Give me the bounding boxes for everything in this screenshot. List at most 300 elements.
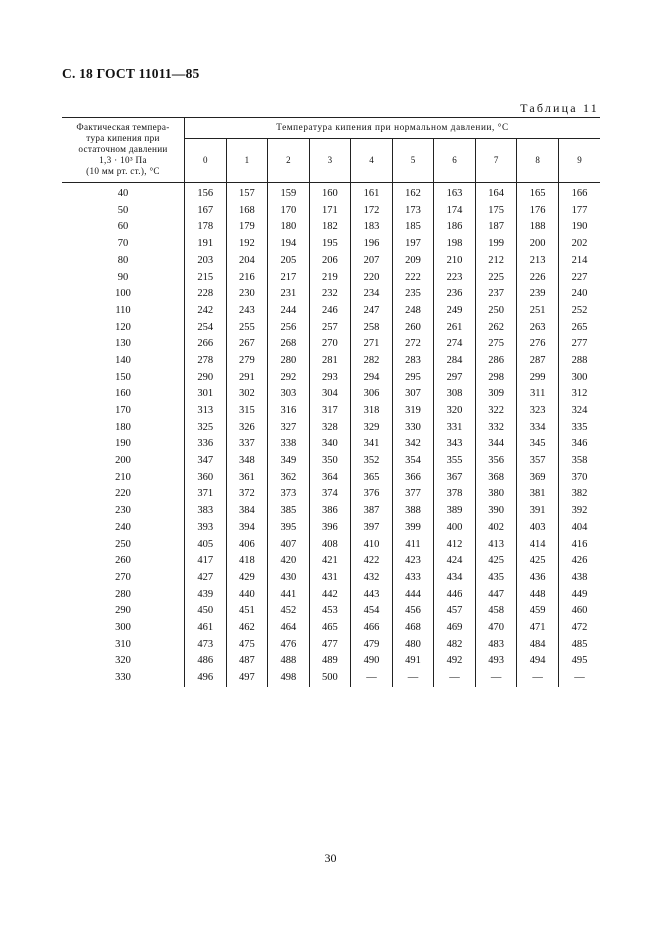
table-cell: 407 xyxy=(268,536,310,553)
table-cell: — xyxy=(434,670,476,687)
table-cell: 227 xyxy=(558,269,600,286)
table-cell: 386 xyxy=(309,503,351,520)
table-cell: 469 xyxy=(434,620,476,637)
table-cell: 403 xyxy=(517,520,559,537)
table-cell: 315 xyxy=(226,403,268,420)
table-cell: 309 xyxy=(475,386,517,403)
table-row xyxy=(62,486,600,503)
table-cell: 389 xyxy=(434,503,476,520)
table-cell: 294 xyxy=(351,370,393,387)
table-cell: — xyxy=(475,670,517,687)
table-cell: 185 xyxy=(392,219,434,236)
table-cell: 365 xyxy=(351,470,393,487)
table-row xyxy=(62,536,600,553)
table-cell: 171 xyxy=(309,203,351,220)
table-cell: 483 xyxy=(475,637,517,654)
table-cell: 175 xyxy=(475,203,517,220)
table-cell: 462 xyxy=(226,620,268,637)
row-temperature: 220 xyxy=(62,486,185,503)
table-cell: 306 xyxy=(351,386,393,403)
table-cell: 348 xyxy=(226,453,268,470)
table-cell: 317 xyxy=(309,403,351,420)
table-cell: 220 xyxy=(351,269,393,286)
row-temperature: 260 xyxy=(62,553,185,570)
table-cell: 307 xyxy=(392,386,434,403)
table-cell: 172 xyxy=(351,203,393,220)
table-cell: 431 xyxy=(309,570,351,587)
table-cell: 197 xyxy=(392,236,434,253)
table-cell: 279 xyxy=(226,353,268,370)
table-row xyxy=(62,620,600,637)
table-cell: 369 xyxy=(517,470,559,487)
table-cell: 179 xyxy=(226,219,268,236)
table-row xyxy=(62,219,600,236)
row-header-label xyxy=(62,118,185,183)
table-cell: 438 xyxy=(558,570,600,587)
table-cell: 263 xyxy=(517,320,559,337)
table-cell: 464 xyxy=(268,620,310,637)
table-row xyxy=(62,453,600,470)
row-header-line: 1,3 · 10³ Па xyxy=(99,154,147,165)
row-temperature: 280 xyxy=(62,587,185,604)
table-cell: 232 xyxy=(309,286,351,303)
table-cell: 243 xyxy=(226,303,268,320)
table-cell: 459 xyxy=(517,603,559,620)
table-cell: 240 xyxy=(558,286,600,303)
table-cell: 286 xyxy=(475,353,517,370)
table-cell: 414 xyxy=(517,536,559,553)
table-cell: 190 xyxy=(558,219,600,236)
table-cell: 214 xyxy=(558,253,600,270)
table-cell: 318 xyxy=(351,403,393,420)
table-cell: 465 xyxy=(309,620,351,637)
table-cell: 471 xyxy=(517,620,559,637)
table-cell: 425 xyxy=(475,553,517,570)
table-row xyxy=(62,603,600,620)
table-row xyxy=(62,386,600,403)
row-temperature: 200 xyxy=(62,453,185,470)
table-cell: 376 xyxy=(351,486,393,503)
table-cell: 156 xyxy=(185,183,227,203)
table-cell: 458 xyxy=(475,603,517,620)
table-cell: 183 xyxy=(351,219,393,236)
table-cell: 416 xyxy=(558,536,600,553)
table-cell: 168 xyxy=(226,203,268,220)
table-cell: 495 xyxy=(558,653,600,670)
table-cell: 349 xyxy=(268,453,310,470)
table-cell: 163 xyxy=(434,183,476,203)
table-cell: 174 xyxy=(434,203,476,220)
row-temperature: 60 xyxy=(62,219,185,236)
row-temperature: 70 xyxy=(62,236,185,253)
table-cell: 382 xyxy=(558,486,600,503)
table-cell: 408 xyxy=(309,536,351,553)
table-cell: 473 xyxy=(197,638,214,650)
table-cell: 384 xyxy=(226,503,268,520)
table-row xyxy=(62,503,600,520)
table-cell: 237 xyxy=(475,286,517,303)
row-temperature: 120 xyxy=(62,320,185,337)
table-cell: 433 xyxy=(392,570,434,587)
table-cell: 251 xyxy=(517,303,559,320)
table-cell: 397 xyxy=(351,520,393,537)
table-cell: 177 xyxy=(558,203,600,220)
table-cell: 166 xyxy=(558,183,600,203)
table-cell: 239 xyxy=(517,286,559,303)
table-cell: — xyxy=(517,670,559,687)
table-cell: 340 xyxy=(309,436,351,453)
table-cell: 303 xyxy=(268,386,310,403)
table-cell: 466 xyxy=(351,620,393,637)
table-cell: 316 xyxy=(268,403,310,420)
table-cell: 205 xyxy=(268,253,310,270)
table-cell: 356 xyxy=(475,453,517,470)
table-cell: 329 xyxy=(351,420,393,437)
table-cell: 266 xyxy=(197,338,214,350)
table-cell: 470 xyxy=(475,620,517,637)
table-cell: 497 xyxy=(226,670,268,687)
table-cell: 337 xyxy=(226,436,268,453)
table-cell: 446 xyxy=(434,587,476,604)
table-cell: 450 xyxy=(197,605,214,617)
table-cell: 425 xyxy=(517,553,559,570)
table-cell: 477 xyxy=(309,637,351,654)
table-row xyxy=(62,269,600,286)
table-row xyxy=(62,303,600,320)
table-cell: 444 xyxy=(392,587,434,604)
table-cell: 405 xyxy=(197,538,214,550)
table-cell: 443 xyxy=(351,587,393,604)
row-temperature: 110 xyxy=(62,303,185,320)
table-cell: 488 xyxy=(268,653,310,670)
table-cell: 313 xyxy=(197,405,214,417)
table-cell: 345 xyxy=(517,436,559,453)
table-cell: 331 xyxy=(434,420,476,437)
table-cell: 250 xyxy=(475,303,517,320)
table-cell: 178 xyxy=(197,221,214,233)
table-cell: 342 xyxy=(392,436,434,453)
row-temperature: 90 xyxy=(62,269,185,286)
table-cell: 350 xyxy=(309,453,351,470)
table-cell: 213 xyxy=(517,253,559,270)
table-row xyxy=(62,183,600,203)
column-header: 9 xyxy=(558,138,600,182)
table-cell: 418 xyxy=(226,553,268,570)
table-cell: 271 xyxy=(351,336,393,353)
table-cell: 387 xyxy=(351,503,393,520)
table-cell: 219 xyxy=(309,269,351,286)
row-temperature: 270 xyxy=(62,570,185,587)
table-cell: 165 xyxy=(517,183,559,203)
table-cell: 320 xyxy=(434,403,476,420)
table-cell: 391 xyxy=(517,503,559,520)
table-cell: 162 xyxy=(392,183,434,203)
table-cell: 406 xyxy=(226,536,268,553)
table-cell: 262 xyxy=(475,320,517,337)
table-cell: 223 xyxy=(434,269,476,286)
row-temperature: 300 xyxy=(62,620,185,637)
table-row xyxy=(62,420,600,437)
row-temperature: 160 xyxy=(62,386,185,403)
table-cell: 199 xyxy=(475,236,517,253)
table-row xyxy=(62,436,600,453)
table-cell: 258 xyxy=(351,320,393,337)
row-temperature: 240 xyxy=(62,520,185,537)
table-cell: 392 xyxy=(558,503,600,520)
table-cell: 260 xyxy=(392,320,434,337)
table-cell: 324 xyxy=(558,403,600,420)
column-header: 6 xyxy=(434,138,476,182)
row-temperature: 290 xyxy=(62,603,185,620)
table-cell: 374 xyxy=(309,486,351,503)
table-cell: 235 xyxy=(392,286,434,303)
table-cell: 441 xyxy=(268,587,310,604)
table-cell: 442 xyxy=(309,587,351,604)
table-cell: 198 xyxy=(434,236,476,253)
table-cell: 358 xyxy=(558,453,600,470)
table-cell: 352 xyxy=(351,453,393,470)
table-cell: 157 xyxy=(226,183,268,203)
table-cell: 343 xyxy=(434,436,476,453)
table-row xyxy=(62,653,600,670)
table-cell: 410 xyxy=(351,536,393,553)
table-cell: 236 xyxy=(434,286,476,303)
table-cell: 209 xyxy=(392,253,434,270)
row-temperature: 170 xyxy=(62,403,185,420)
table-cell: 377 xyxy=(392,486,434,503)
row-header-line: (10 мм рт. ст.), °С xyxy=(86,165,160,176)
table-cell: 338 xyxy=(268,436,310,453)
row-temperature: 150 xyxy=(62,370,185,387)
table-cell: 367 xyxy=(434,470,476,487)
boiling-point-table-container xyxy=(62,117,600,687)
table-cell: 496 xyxy=(197,672,214,684)
table-cell: 182 xyxy=(309,219,351,236)
table-cell: 399 xyxy=(392,520,434,537)
table-cell: 176 xyxy=(517,203,559,220)
table-cell: 429 xyxy=(226,570,268,587)
table-cell: 336 xyxy=(197,438,214,450)
table-cell: 291 xyxy=(226,370,268,387)
table-cell: 424 xyxy=(434,553,476,570)
row-temperature: 50 xyxy=(62,203,185,220)
table-row xyxy=(62,236,600,253)
table-cell: 500 xyxy=(309,670,351,687)
table-cell: 274 xyxy=(434,336,476,353)
row-temperature: 320 xyxy=(62,653,185,670)
table-cell: 447 xyxy=(475,587,517,604)
table-cell: 335 xyxy=(558,420,600,437)
table-cell: 299 xyxy=(517,370,559,387)
table-cell: 361 xyxy=(226,470,268,487)
table-cell: 312 xyxy=(558,386,600,403)
table-cell: 456 xyxy=(392,603,434,620)
group-header-label: Температура кипения при нормальном давлении, °С xyxy=(185,118,601,139)
table-cell: 435 xyxy=(475,570,517,587)
table-cell: 225 xyxy=(475,269,517,286)
table-cell: 196 xyxy=(351,236,393,253)
table-cell: 276 xyxy=(517,336,559,353)
table-cell: 385 xyxy=(268,503,310,520)
row-temperature: 80 xyxy=(62,253,185,270)
table-cell: 381 xyxy=(517,486,559,503)
table-cell: 451 xyxy=(226,603,268,620)
table-cell: 164 xyxy=(475,183,517,203)
table-cell: 422 xyxy=(351,553,393,570)
table-cell: 216 xyxy=(226,269,268,286)
table-cell: 304 xyxy=(309,386,351,403)
table-row xyxy=(62,353,600,370)
table-cell: 234 xyxy=(351,286,393,303)
table-cell: 347 xyxy=(197,455,214,467)
table-cell: 160 xyxy=(309,183,351,203)
row-temperature: 210 xyxy=(62,470,185,487)
table-cell: 293 xyxy=(309,370,351,387)
table-cell: 187 xyxy=(475,219,517,236)
table-cell: 373 xyxy=(268,486,310,503)
table-cell: 354 xyxy=(392,453,434,470)
table-cell: 411 xyxy=(392,536,434,553)
row-temperature: 180 xyxy=(62,420,185,437)
table-cell: 328 xyxy=(309,420,351,437)
column-header: 7 xyxy=(475,138,517,182)
table-cell: 449 xyxy=(558,587,600,604)
table-cell: 302 xyxy=(226,386,268,403)
table-cell: 204 xyxy=(226,253,268,270)
table-cell: 498 xyxy=(268,670,310,687)
row-header-line: Фактическая темпера- xyxy=(76,121,170,132)
table-cell: 222 xyxy=(392,269,434,286)
table-cell: 330 xyxy=(392,420,434,437)
table-cell: 167 xyxy=(197,204,214,216)
row-temperature: 190 xyxy=(62,436,185,453)
column-header: 5 xyxy=(392,138,434,182)
table-cell: 249 xyxy=(434,303,476,320)
table-cell: — xyxy=(351,670,393,687)
table-cell: 421 xyxy=(309,553,351,570)
table-cell: 412 xyxy=(434,536,476,553)
table-cell: 402 xyxy=(475,520,517,537)
table-caption: Таблица 11 xyxy=(520,101,599,115)
table-cell: 159 xyxy=(268,183,310,203)
table-cell: 200 xyxy=(517,236,559,253)
table-row xyxy=(62,286,600,303)
row-temperature: 250 xyxy=(62,536,185,553)
table-cell: 341 xyxy=(351,436,393,453)
table-cell: 281 xyxy=(309,353,351,370)
table-cell: 300 xyxy=(558,370,600,387)
table-cell: — xyxy=(558,670,600,687)
table-cell: 231 xyxy=(268,286,310,303)
table-cell: 244 xyxy=(268,303,310,320)
table-cell: 393 xyxy=(197,521,214,533)
table-row xyxy=(62,637,600,654)
table-cell: 186 xyxy=(434,219,476,236)
table-cell: 173 xyxy=(392,203,434,220)
table-cell: 323 xyxy=(517,403,559,420)
table-cell: 492 xyxy=(434,653,476,670)
table-row xyxy=(62,553,600,570)
boiling-point-table xyxy=(62,117,600,687)
table-cell: 246 xyxy=(309,303,351,320)
table-cell: 267 xyxy=(226,336,268,353)
column-header: 2 xyxy=(268,138,310,182)
table-cell: 210 xyxy=(434,253,476,270)
table-cell: 472 xyxy=(558,620,600,637)
table-cell: 426 xyxy=(558,553,600,570)
table-cell: 272 xyxy=(392,336,434,353)
table-cell: 280 xyxy=(268,353,310,370)
table-cell: 485 xyxy=(558,637,600,654)
table-cell: 383 xyxy=(197,505,214,517)
row-temperature: 330 xyxy=(62,670,185,687)
table-cell: 482 xyxy=(434,637,476,654)
row-temperature: 40 xyxy=(62,183,185,203)
table-cell: 297 xyxy=(434,370,476,387)
table-cell: 295 xyxy=(392,370,434,387)
table-cell: 242 xyxy=(197,304,214,316)
column-header: 3 xyxy=(309,138,351,182)
table-cell: 461 xyxy=(197,621,214,633)
table-cell: — xyxy=(392,670,434,687)
table-cell: 265 xyxy=(558,320,600,337)
table-cell: 217 xyxy=(268,269,310,286)
table-cell: 292 xyxy=(268,370,310,387)
table-cell: 288 xyxy=(558,353,600,370)
table-cell: 490 xyxy=(351,653,393,670)
table-row xyxy=(62,370,600,387)
table-row xyxy=(62,203,600,220)
table-row xyxy=(62,470,600,487)
table-cell: 346 xyxy=(558,436,600,453)
table-cell: 491 xyxy=(392,653,434,670)
column-header: 8 xyxy=(517,138,559,182)
table-cell: 344 xyxy=(475,436,517,453)
table-cell: 360 xyxy=(197,471,214,483)
table-cell: 484 xyxy=(517,637,559,654)
table-cell: 283 xyxy=(392,353,434,370)
table-cell: 203 xyxy=(197,254,214,266)
table-cell: 254 xyxy=(197,321,214,333)
table-cell: 191 xyxy=(197,238,214,250)
table-cell: 277 xyxy=(558,336,600,353)
table-cell: 457 xyxy=(434,603,476,620)
table-row xyxy=(62,520,600,537)
table-cell: 434 xyxy=(434,570,476,587)
table-row xyxy=(62,587,600,604)
table-cell: 436 xyxy=(517,570,559,587)
table-cell: 420 xyxy=(268,553,310,570)
table-cell: 370 xyxy=(558,470,600,487)
table-cell: 468 xyxy=(392,620,434,637)
table-cell: 287 xyxy=(517,353,559,370)
table-cell: 308 xyxy=(434,386,476,403)
table-cell: 195 xyxy=(309,236,351,253)
table-cell: 194 xyxy=(268,236,310,253)
table-row xyxy=(62,403,600,420)
table-cell: 439 xyxy=(197,588,214,600)
row-temperature: 100 xyxy=(62,286,185,303)
table-cell: 261 xyxy=(434,320,476,337)
table-cell: 394 xyxy=(226,520,268,537)
table-cell: 192 xyxy=(226,236,268,253)
table-cell: 430 xyxy=(268,570,310,587)
table-cell: 327 xyxy=(268,420,310,437)
table-row xyxy=(62,670,600,687)
table-row xyxy=(62,570,600,587)
table-cell: 319 xyxy=(392,403,434,420)
table-cell: 255 xyxy=(226,320,268,337)
